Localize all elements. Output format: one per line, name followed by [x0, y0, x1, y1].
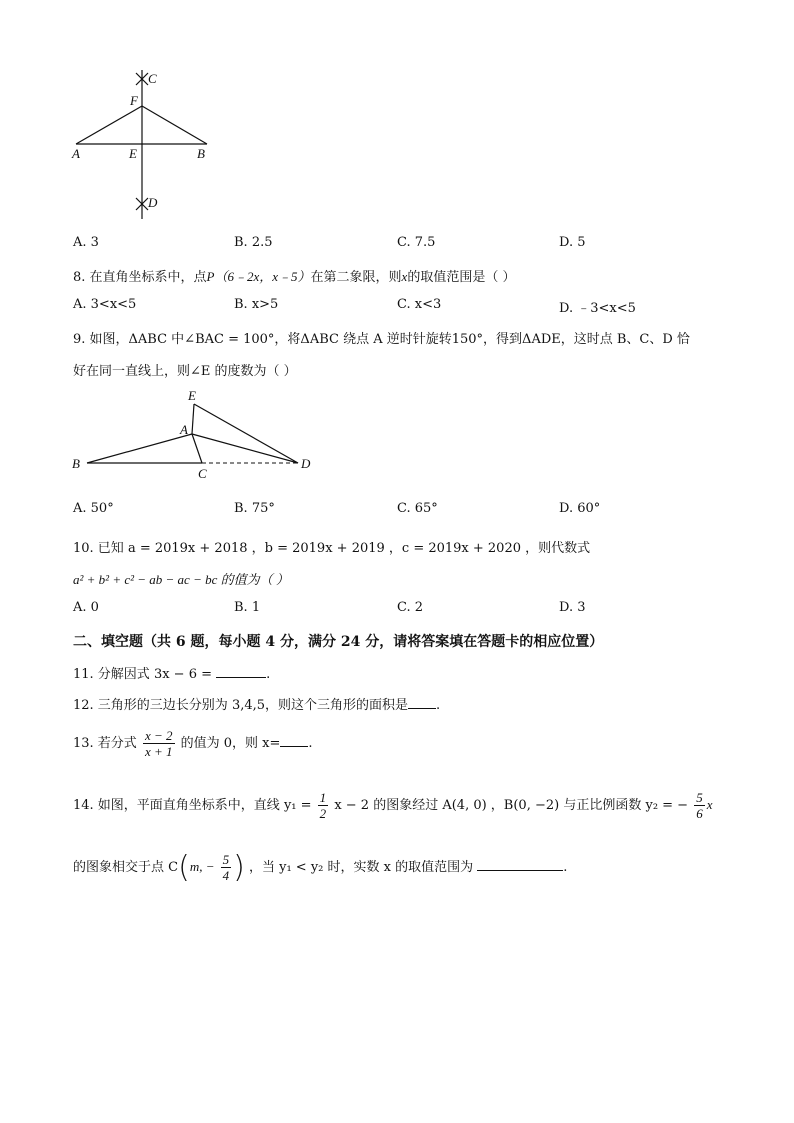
q12-answer-blank[interactable] — [408, 708, 436, 709]
q8-point: P（6﹣2x，x﹣5） — [206, 269, 311, 284]
q13-denominator: x + 1 — [144, 744, 173, 759]
label-c: C — [198, 466, 207, 481]
q14-frac3-num: 5 — [222, 852, 230, 867]
q7-option-c: C. 7.5 — [397, 235, 436, 250]
label-b: B — [197, 146, 205, 161]
q14-line2 — [73, 850, 567, 885]
q10-line2: a² + b² + c² − ab − ac − bc 的值为（ ） — [73, 572, 289, 587]
q9-line2: 好在同一直线上，则∠E 的度数为（ ） — [73, 364, 297, 379]
q14-text-e: ，当 y₁ < y₂ 时，实数 x 的取值范围为 — [248, 860, 474, 875]
q11-answer-blank[interactable] — [216, 677, 266, 678]
q14-fraction-1 — [318, 790, 329, 821]
q12-end: . — [436, 698, 441, 713]
label-a: A — [72, 146, 80, 161]
q13-fraction — [143, 728, 175, 759]
label-d: D — [301, 456, 311, 471]
q14-frac2-den: 6 — [696, 806, 703, 821]
q7-option-a: A. 3 — [73, 235, 99, 250]
q8-text-c: 的取值范围是（ ） — [407, 270, 516, 285]
figure-rotation-triangle — [64, 384, 324, 484]
q13-prefix: 13. 若分式 — [73, 736, 137, 751]
q10-option-a: A. 0 — [73, 600, 99, 615]
q11-end: . — [266, 667, 271, 682]
q7-option-b: B. 2.5 — [234, 235, 273, 250]
q14-line1 — [73, 790, 713, 821]
label-a: A — [180, 422, 188, 437]
q8-option-c: C. x<3 — [397, 297, 442, 312]
q14-fraction-3 — [221, 852, 232, 883]
q14-paren-left: ( — [178, 850, 190, 885]
label-f: F — [130, 93, 138, 108]
q8-option-a: A. 3<x<5 — [73, 297, 137, 312]
q8-var: x — [401, 269, 408, 284]
q10-option-d: D. 3 — [559, 600, 586, 615]
q14-fraction-2 — [694, 790, 705, 821]
q8-stem — [73, 266, 515, 285]
label-e: E — [129, 146, 137, 161]
figure-perpendicular-bisector — [60, 64, 230, 229]
q12-stem — [73, 694, 440, 713]
q13-stem — [73, 728, 313, 759]
q14-frac3-den: 4 — [222, 868, 230, 883]
q13-suffix: 的值为 0，则 x= — [180, 736, 281, 751]
label-d: D — [148, 195, 158, 210]
q14-text-b: x − 2 的图象经过 A(4, 0) ，B(0, −2) 与正比例函数 y₂ = − — [334, 798, 689, 813]
q10-option-c: C. 2 — [397, 600, 424, 615]
q14-end: . — [563, 860, 568, 875]
q8-option-b: B. x>5 — [234, 297, 279, 312]
q14-m: m, − — [189, 859, 215, 874]
q10-option-b: B. 1 — [234, 600, 261, 615]
section-title: 二、填空题（共 6 题，每小题 4 分，满分 24 分，请将答案填在答题卡的相应位置） — [73, 634, 604, 650]
q14-frac1-num: 1 — [319, 790, 327, 805]
q8-text-a: 8. 在直角坐标系中，点 — [73, 270, 207, 285]
q11-text: 11. 分解因式 3x − 6 = — [73, 667, 212, 682]
q7-option-d: D. 5 — [559, 235, 586, 250]
q13-end: . — [308, 736, 313, 751]
label-e: E — [188, 388, 196, 403]
q11-stem — [73, 663, 270, 682]
q9-option-d: D. 60° — [559, 501, 601, 516]
q9-option-c: C. 65° — [397, 501, 438, 516]
q14-text-a: 14. 如图，平面直角坐标系中，直线 y₁ = — [73, 798, 312, 813]
q14-answer-blank[interactable] — [477, 870, 563, 871]
q13-answer-blank[interactable] — [280, 746, 308, 747]
q8-option-d: D. ﹣3<x<5 — [559, 301, 636, 316]
q14-frac1-den: 2 — [319, 806, 327, 821]
label-b: B — [72, 456, 80, 471]
q12-text: 12. 三角形的三边长分别为 3,4,5，则这个三角形的面积是 — [73, 698, 409, 713]
q14-frac2-num: 5 — [696, 790, 703, 805]
q9-line1: 9. 如图，ΔABC 中∠BAC = 100°，将ΔABC 绕点 A 逆时针旋转150°，得到ΔADE，这时点 B、C、D 恰 — [73, 332, 690, 347]
q14-text-c: x — [706, 797, 713, 812]
q14-text-d: 的图象相交于点 C — [73, 860, 179, 875]
q10-line1: 10. 已知 a = 2019x + 2018 ，b = 2019x + 2019 ，c = 2019x + 2020 ，则代数式 — [73, 541, 591, 556]
q13-numerator: x − 2 — [144, 728, 173, 743]
q14-paren-right: ) — [233, 850, 245, 885]
label-c: C — [148, 71, 157, 86]
q9-option-a: A. 50° — [73, 501, 114, 516]
q9-option-b: B. 75° — [234, 501, 275, 516]
q8-text-b: 在第二象限，则 — [310, 270, 402, 285]
